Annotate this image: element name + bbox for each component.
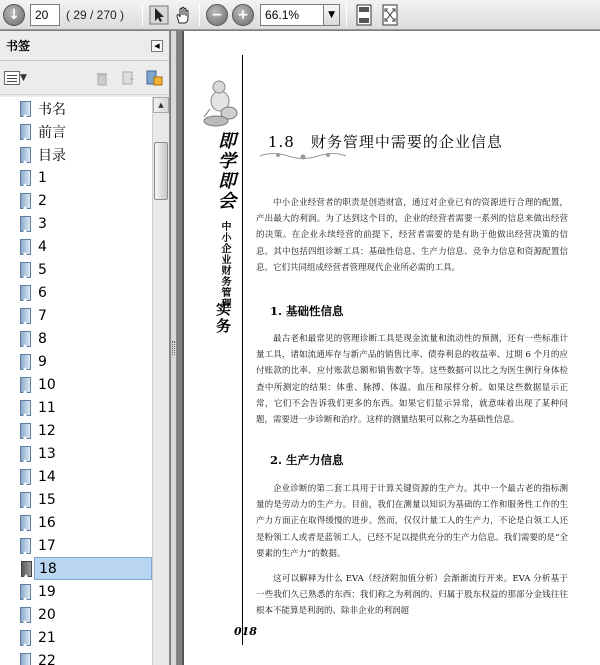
toolbar [0, 0, 600, 30]
bookmark-label: 22 [38, 652, 56, 665]
new-bookmark-icon [120, 70, 136, 86]
chevron-left-icon: ◀ [154, 41, 160, 50]
bookmark-label: 16 [38, 514, 56, 531]
trash-icon [94, 70, 110, 86]
bookmark-label: 4 [38, 238, 47, 255]
bookmark-icon [20, 285, 30, 300]
hand-icon [173, 5, 193, 25]
new-bookmark-button[interactable] [119, 69, 137, 87]
bookmark-item[interactable] [0, 281, 152, 304]
panel-toolbar [0, 61, 169, 95]
bookmark-icon [20, 492, 30, 507]
margin-book-title: 中小企业财务管理 [219, 221, 230, 309]
bookmark-label: 15 [38, 491, 56, 508]
collapse-panel-button[interactable] [151, 40, 163, 52]
bookmark-item[interactable] [0, 465, 152, 488]
cursor-arrow-icon [149, 5, 169, 25]
bookmark-label: 1 [38, 169, 47, 186]
bookmark-icon [20, 354, 30, 369]
bookmark-label: 2 [38, 192, 47, 209]
bookmark-scrollbar[interactable] [152, 97, 169, 665]
document-view[interactable] [178, 31, 600, 665]
bookmark-icon [20, 308, 30, 323]
bookmark-label: 21 [38, 629, 56, 646]
bookmark-icon [20, 377, 30, 392]
options-menu-button[interactable] [4, 71, 27, 85]
bookmark-add-icon [145, 69, 163, 87]
bookmark-label: 20 [38, 606, 56, 623]
zoom-level-input[interactable]: 66.1% [260, 4, 324, 26]
bookmark-icon [20, 630, 30, 645]
bookmark-icon [20, 584, 30, 599]
bookmark-label: 9 [38, 353, 47, 370]
bookmark-icon [20, 124, 30, 139]
bookmark-item[interactable] [0, 534, 152, 557]
arrow-down-icon: ↓ [3, 4, 25, 26]
chevron-down-icon: ▼ [20, 72, 27, 83]
panel-title: 书签 [6, 39, 31, 53]
bookmark-item[interactable] [0, 419, 152, 442]
minus-icon: − [206, 4, 228, 26]
bookmark-icon [20, 170, 30, 185]
productivity-paragraph: 企业诊断的第二套工具用于计算关键资源的生产力。其中一个最古老的指标测量的是劳动力的生产力。目前，我们在测量以知识为基础的工作和服务性工作的生产力方面正在取得缓慢的进步。然而，仅仅计量工人的生产力，不论是白领工人还是粉领工人或者是蓝领工人，已经不足以提供充分的生产力信息。我们需要的是“全要素的生产力”的数据。 [256, 484, 568, 559]
bookmark-icon [20, 147, 30, 162]
bookmark-item[interactable] [0, 373, 152, 396]
pdf-page [184, 31, 600, 665]
bookmark-item[interactable] [0, 603, 152, 626]
bookmark-item[interactable] [0, 580, 152, 603]
bookmark-label: 12 [38, 422, 56, 439]
intro-paragraph: 中小企业经营者的职责是创造财富，通过对企业已有的资源进行合理的配置，产出最大的利润。为了达到这个目的，企业的经营者需要一系列的信息来做出经营的决策。在企业永续经营的前提下，经营者需要的是有助于他做出经营决策的信息。其中包括四组诊断工具：基础性信息、生产力信息、竞争力信息和资源配置信息。它们共同组成经营者管理现代企业所必需的工具。 [256, 198, 568, 273]
zoom-out-button[interactable] [204, 3, 230, 27]
bookmark-item[interactable] [0, 258, 152, 281]
bookmark-icon [20, 331, 30, 346]
bookmark-item[interactable] [0, 166, 152, 189]
bookmark-label: 10 [38, 376, 56, 393]
floral-ornament-icon [258, 149, 348, 163]
bookmark-item[interactable] [0, 235, 152, 258]
bookmark-label: 7 [38, 307, 47, 324]
bookmark-label: 13 [38, 445, 56, 462]
toolbar-separator [199, 4, 200, 26]
bookmark-from-selection-button[interactable] [145, 69, 163, 87]
heading-basic-info: 1. 基础性信息 [270, 304, 344, 318]
bookmark-item[interactable] [0, 97, 152, 120]
bookmark-item[interactable] [0, 327, 152, 350]
list-options-icon [4, 71, 20, 85]
bookmark-item[interactable] [0, 626, 152, 649]
bookmark-label: 目录 [38, 147, 66, 164]
margin-book-subtitle: 实务 [214, 301, 232, 335]
bookmark-icon [20, 469, 30, 484]
bookmark-item[interactable] [0, 189, 152, 212]
bookmark-item[interactable] [34, 557, 152, 580]
bookmark-icon [21, 561, 31, 576]
panel-header [0, 31, 169, 61]
margin-divider-line [242, 55, 243, 645]
bookmark-list [0, 97, 152, 665]
margin-series-title: 即学即会 [215, 131, 236, 211]
bookmark-item[interactable] [0, 396, 152, 419]
page-number-input[interactable]: 20 [30, 4, 60, 26]
bookmark-item[interactable] [0, 488, 152, 511]
bookmark-label: 8 [38, 330, 47, 347]
basic-info-paragraph: 最古老和最常见的管理诊断工具是现金流量和流动性的预测，还有一些标准计量工具，诸如流通库存与新产品的销售比率、债券利息的收益率、过期 6 个月的应付账款的比率、应付账款总额和销售数字等。这些数据可以比之为医生例行身体检查中所测定的结果：体重、脉搏、体温、血压和尿样分析。如果这些数据显示正常，它们不会告诉我们更多的东西。如果它们显示异常，就意味着出现了某种问题，需要进一步诊断和治疗。这样的测量结果可以称之为基础性信息。 [256, 334, 568, 426]
chevron-up-icon: ▲ [158, 101, 164, 109]
zoom-dropdown-button[interactable] [324, 4, 340, 26]
bookmark-icon [20, 262, 30, 277]
bookmark-label: 17 [38, 537, 56, 554]
toolbar-separator [346, 4, 347, 26]
bookmark-icon [20, 423, 30, 438]
bookmark-item[interactable] [0, 442, 152, 465]
bookmark-label: 6 [38, 284, 47, 301]
bookmark-icon [20, 216, 30, 231]
scroll-thumb[interactable] [154, 142, 168, 200]
bookmark-icon [20, 607, 30, 622]
bookmark-icon [20, 653, 30, 665]
zoom-in-button[interactable] [230, 3, 256, 27]
chevron-down-icon: ▼ [328, 9, 335, 20]
bookmark-icon [20, 515, 30, 530]
bookmark-icon [20, 193, 30, 208]
fit-width-icon [380, 4, 400, 26]
hand-tool-button[interactable] [171, 3, 195, 27]
bookmark-icon [20, 400, 30, 415]
bookmark-item[interactable] [0, 143, 152, 166]
bookmark-item[interactable] [0, 212, 152, 235]
select-tool-button[interactable] [147, 3, 171, 27]
toolbar-separator [142, 4, 143, 26]
bookmark-label: 5 [38, 261, 47, 278]
fit-page-button[interactable] [351, 3, 377, 27]
bookmark-label: 书名 [38, 101, 66, 118]
bookmarks-panel [0, 31, 170, 665]
bookmark-label: 19 [38, 583, 56, 600]
bookmark-item[interactable] [0, 304, 152, 327]
next-page-button[interactable] [2, 3, 26, 27]
bookmark-item[interactable] [0, 120, 152, 143]
grip-icon [172, 341, 175, 355]
bookmark-label: 3 [38, 215, 47, 232]
bookmark-label: 18 [39, 560, 57, 577]
eva-paragraph: 这可以解释为什么 EVA（经济附加值分析）会渐渐流行开来。EVA 分析基于一些我们久已熟悉的东西：我们称之为利润的、归属于股东权益的那部分金钱往往根本不能算是利润的、除非企业的利润超 [256, 574, 568, 617]
fit-width-button[interactable] [377, 3, 403, 27]
bookmark-label: 14 [38, 468, 56, 485]
bookmark-icon [20, 446, 30, 461]
bookmark-item[interactable] [0, 511, 152, 534]
scroll-up-button[interactable] [153, 97, 169, 113]
bookmark-icon [20, 239, 30, 254]
panel-splitter[interactable] [171, 31, 177, 665]
plus-icon: + [232, 4, 254, 26]
bookmark-label: 前言 [38, 124, 66, 141]
bookmark-label: 11 [38, 399, 56, 416]
section-title: 1.8 财务管理中需要的企业信息 [268, 133, 503, 151]
page-count-label: ( 29 / 270 ) [66, 7, 125, 22]
heading-productivity-info: 2. 生产力信息 [270, 453, 344, 467]
fit-page-icon [354, 4, 374, 26]
bookmark-icon [20, 538, 30, 553]
bookmark-item[interactable] [0, 350, 152, 373]
bookmark-item[interactable] [0, 649, 152, 665]
page-number: 018 [234, 625, 257, 638]
delete-bookmark-button[interactable] [93, 69, 111, 87]
bookmark-icon [20, 101, 30, 116]
